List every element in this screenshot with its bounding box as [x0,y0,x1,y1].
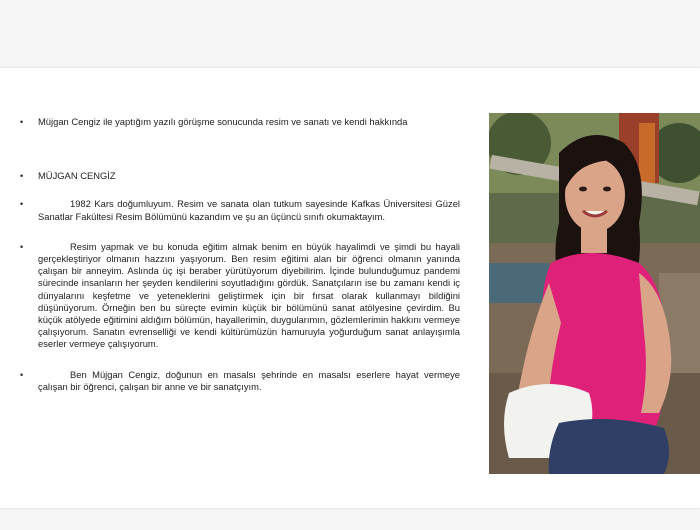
bullet-closing [14,369,460,393]
bullet-dot: • [20,369,24,380]
portrait-illustration [489,113,700,474]
bullet-text: Müjgan Cengiz ile yaptığım yazılı görüşme sonucunda resim ve sanatı ve kendi hakkında [38,116,408,127]
bullet-text: MÜJGAN CENGİZ [38,170,116,182]
bullet-story [14,241,460,351]
bullet-dot: • [20,117,24,127]
slide [0,68,700,508]
portrait-photo [489,113,700,474]
bullet-text: 1982 Kars doğumluyum. Resim ve sanata olan tutkum sayesinde Kafkas Üniversitesi Güzel Sanatlar Fakültesi Resim Bölümünü kazandım ve şu an üçüncü sınıfı okumaktayım. [38,198,460,222]
bullet-name [14,170,460,182]
bullet-text: Ben Müjgan Cengiz, doğunun en masalsı şehrinde en masalsı eserlere hayat vermeye çalışan bir öğrenci, çalışan bir anne ve bir sanatçıyım. [38,368,460,392]
bullet-text: Resim yapmak ve bu konuda eğitim almak benim en büyük hayalimdi ve şimdi bu hayali gerçekleştiriyor olmanın hazzını yaşıyorum. Ben resim eğitimi alan bir öğrenci olmanın yanında çalışan bir anneyim. Aslında üç işi beraber yürütüyorum diyebilirim. İçinde bulunduğumuz pandemi sürecinde insanların her şeyden kendilerini soyutladığını gördük. Sanatçıların ise bu zamanı kendi iç dünyalarını keşfetme ve yeteneklerini geliştirmek için bir fırsat olarak kullanmayı bildiğini düşünüyorum. Örneğin ben bu süreçte evimin küçük bir bölümünü sanat atölyesine çevirdim. Bu küçük atölyede eğitimini aldığım bölümün, hayallerimin, duygularımın, gözlemlerimin hakkını vermeye çalışıyorum. Sanatın evrenselliği ve kendi kültürümüzün hamuruyla yoğurduğum sanat anlayışımla eserler vermeye çalışıyorum. [38,240,460,350]
jeans [549,419,669,474]
bullet-dot: • [20,171,24,182]
bullet-dot: • [20,241,24,252]
bullet-dot: • [20,199,24,210]
bullet-birth [14,198,460,222]
bullet-intro [14,116,460,128]
text-column [14,116,460,393]
